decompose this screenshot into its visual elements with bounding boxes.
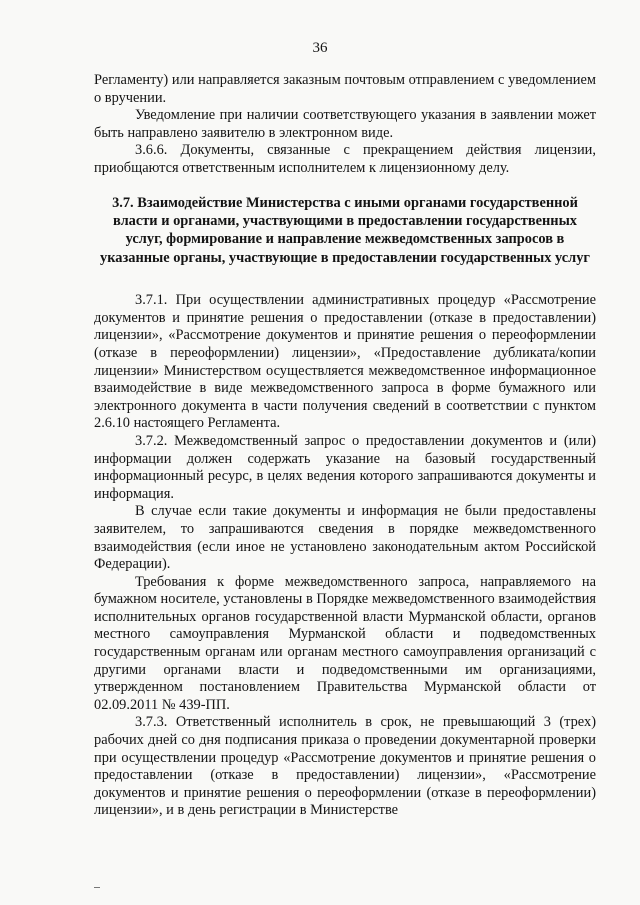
page-number: 36	[312, 40, 328, 56]
paragraph-if-not-provided: В случае если такие документы и информация не были предоставлены заявителем, то запрашиваются сведения в порядке межведомственного взаимодействия (если иное не установлено законодательным актом Российской Федерации).	[94, 503, 596, 573]
document-body	[94, 72, 596, 820]
paragraph-3-7-1: 3.7.1. При осуществлении административных процедур «Рассмотрение документов и принятие решения о предоставлении (отказе в предоставлении) лицензии», «Рассмотрение документов и принятие решения о переоформлении (отказе в переоформлении) лицензии», «Предоставление дубликата/копии лицензии» Министерством осуществляется межведомственное информационное взаимодействие в виде межведомственного запроса в форме бумажного или электронного документа в части получения сведений в соответствии с пунктом 2.6.10 настоящего Регламента.	[94, 292, 596, 432]
scan-mark	[94, 887, 100, 888]
paragraph-continuation: Регламенту) или направляется заказным почтовым отправлением с уведомлением о вручении.	[94, 72, 596, 106]
paragraph-3-7-3: 3.7.3. Ответственный исполнитель в срок, не превышающий 3 (трех) рабочих дней со дня подписания приказа о проведении документарной проверки при осуществлении процедур «Рассмотрение документов и принятие решения о предоставлении (отказе в предоставлении) лицензии», «Рассмотрение документов и принятие решения о переоформлении (отказе в переоформлении) лицензии», и в день регистрации в Министерстве	[94, 714, 596, 819]
paragraph-requirements: Требования к форме межведомственного запроса, направляемого на бумажном носителе, установлены в Порядке межведомственного взаимодействия исполнительных органов государственной власти Мурманской области, органов местного самоуправления Мурманской области и подведомственных государственным органам или органам местного самоуправления организаций с другими органами власти и подведомственными им организациями, утвержденном постановлением Правительства Мурманской области от 02.09.2011 № 439-ПП.	[94, 573, 596, 713]
paragraph-3-7-2: 3.7.2. Межведомственный запрос о предоставлении документов и (или) информации должен содержать указание на базовый государственный информационный ресурс, в целях ведения которого запрашиваются документы и информация.	[94, 432, 596, 502]
paragraph-3-6-6: 3.6.6. Документы, связанные с прекращением действия лицензии, приобщаются ответственным исполнителем к лицензионному делу.	[94, 142, 596, 176]
paragraph-notice: Уведомление при наличии соответствующего указания в заявлении может быть направлено заявителю в электронном виде.	[94, 107, 596, 141]
section-heading-3-7: 3.7. Взаимодействие Министерства с иными органами государственной власти и органами, участвующими в предоставлении государственных услуг, формирование и направление межведомственных запросов в указанные органы, участвующие в предоставлении государственных услуг	[100, 194, 590, 266]
